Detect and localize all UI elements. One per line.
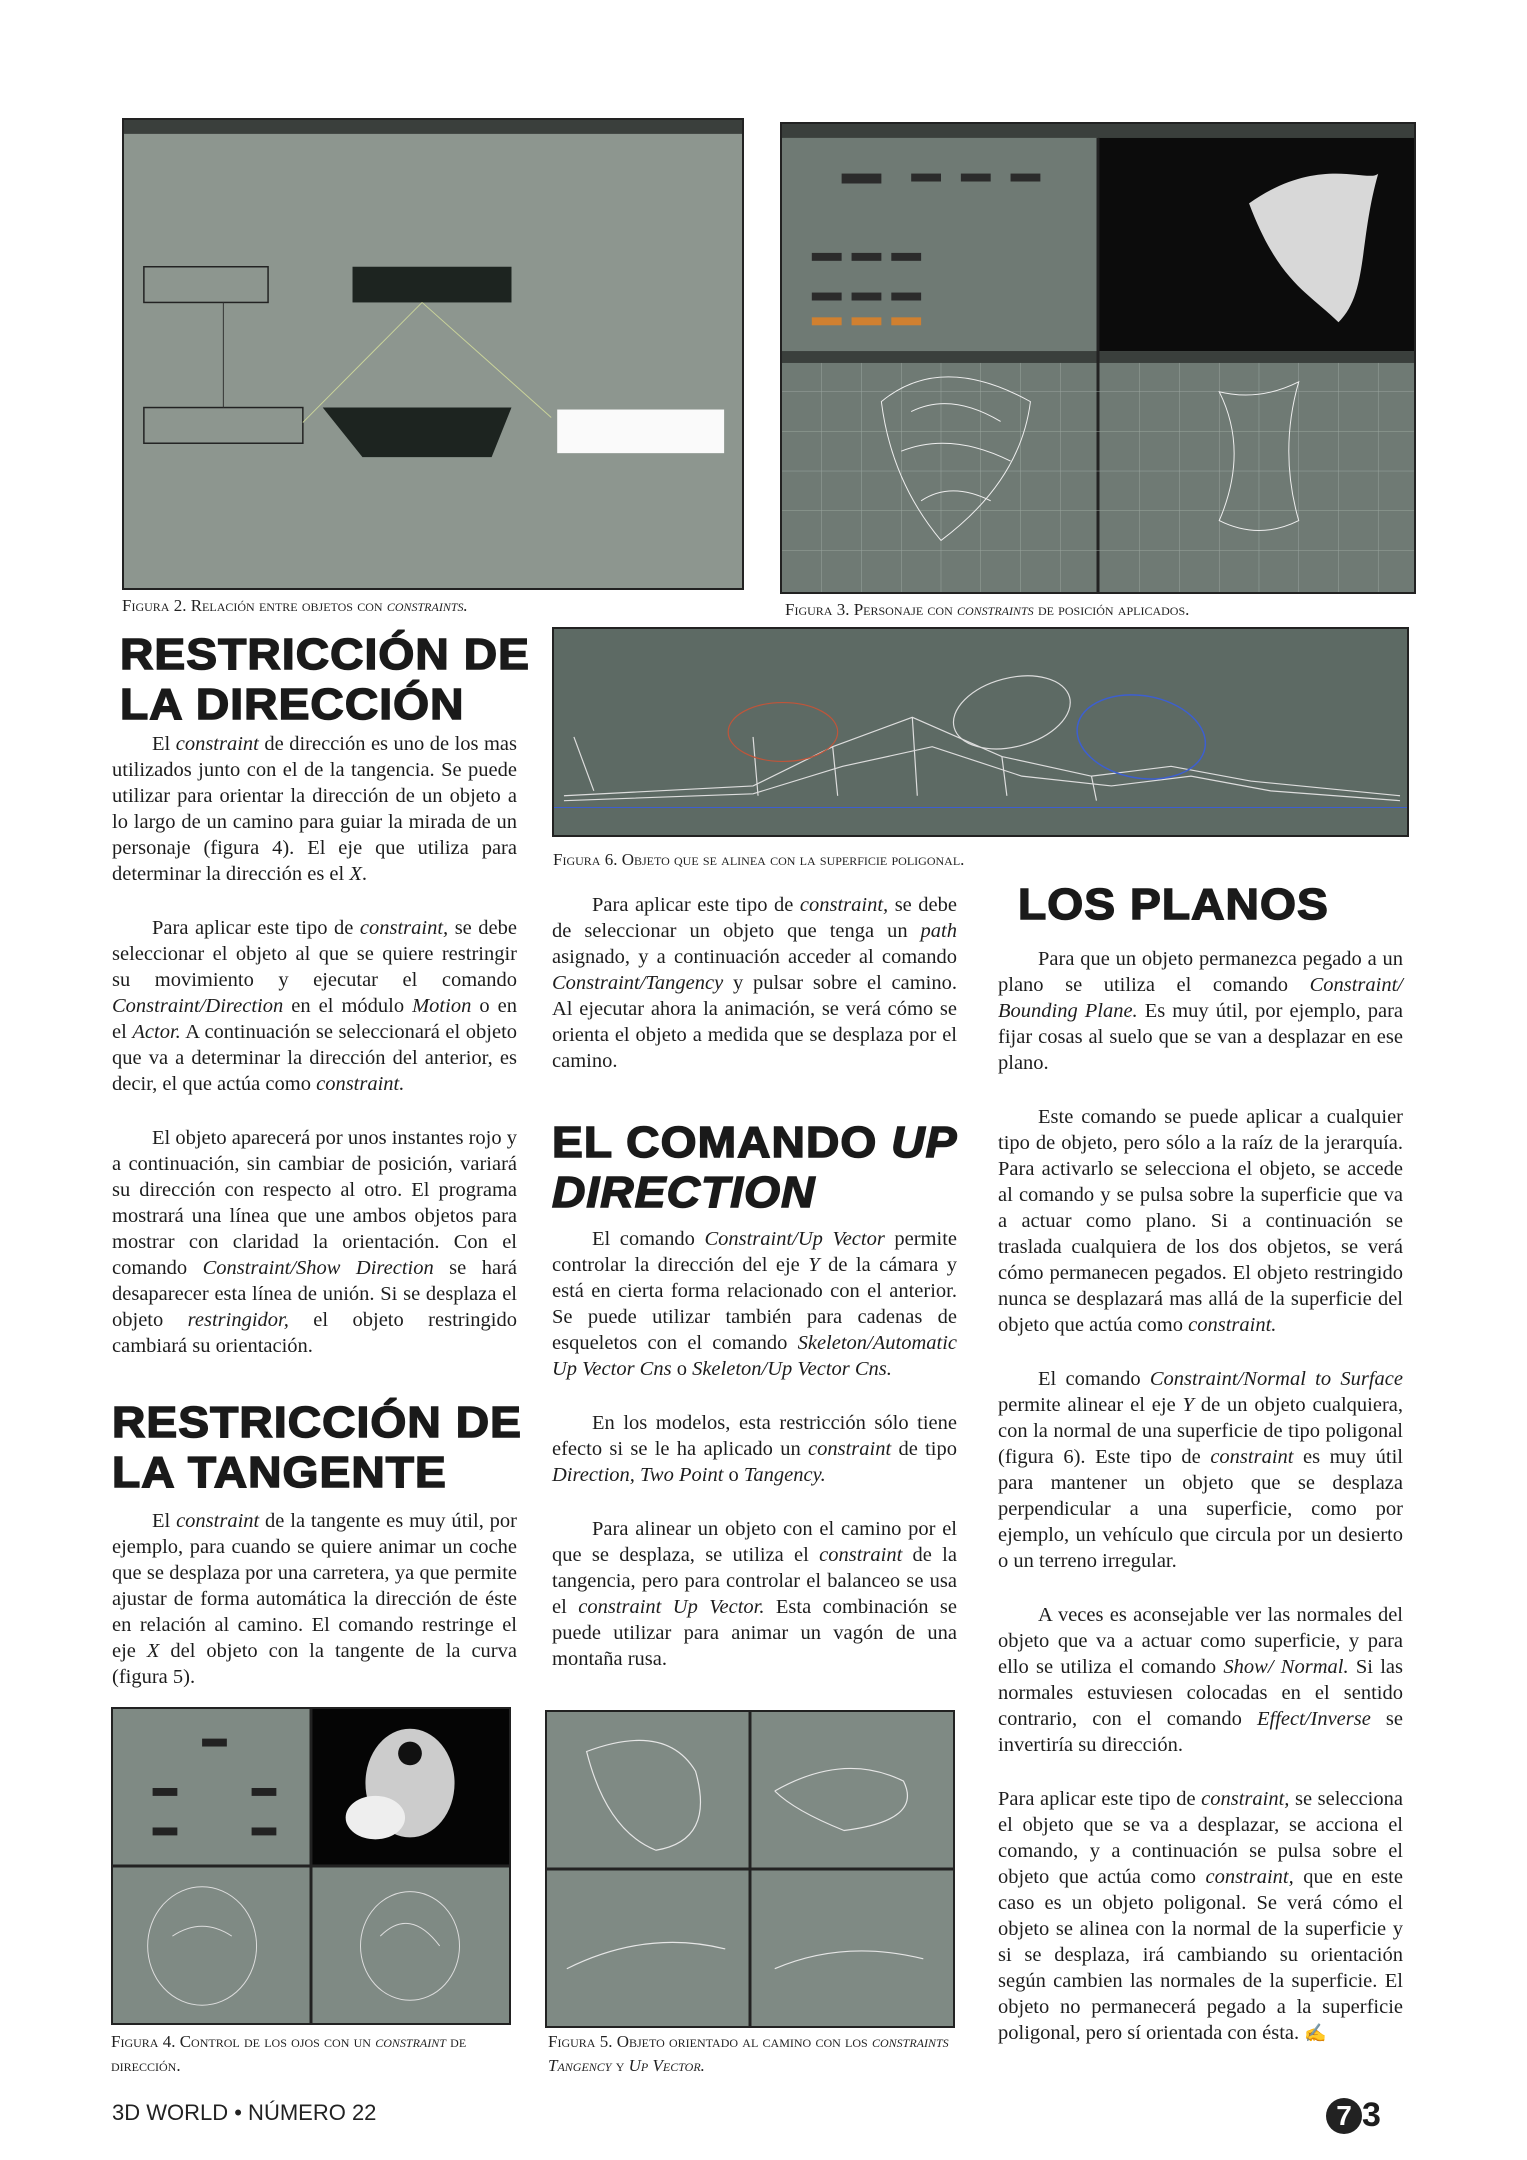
heading-restriccion-direccion: RESTRICCIÓN DE LA DIRECCIÓN (120, 630, 531, 729)
figure-6-image (552, 627, 1409, 837)
pencil-hand-icon: ✍ (1304, 2023, 1327, 2043)
figure-4-caption (111, 2030, 521, 2078)
italic-text: Constraint/Up Vector (704, 1228, 885, 1250)
figure-5-caption (548, 2030, 958, 2078)
figure-5-image (545, 1710, 955, 2028)
figure-4-image (111, 1707, 511, 2025)
italic-text: Skeleton/Automatic Up Vector Cns (552, 1332, 957, 1380)
text: en el módulo (283, 995, 413, 1017)
text: del objeto con la tangente de la curva (figura 5). (112, 1640, 517, 1688)
italic-text: constraint (819, 1544, 903, 1566)
text: de dirección es uno de los mas utilizados junto con el de la tangencia. Se puede utilizar para orientar la dirección de un objeto a lo largo de un camino para guiar la mirada de un personaje (figura 4). El eje que utiliza para determinar la dirección es el (112, 733, 518, 885)
italic-text: constraint. (1188, 1314, 1277, 1336)
text: permite alinear el eje (998, 1394, 1183, 1416)
text: de dirección. (111, 2032, 467, 2075)
text: En los modelos, esta restricción sólo tiene efecto si se le ha aplicado un (552, 1412, 957, 1460)
italic-text: Y (1182, 1394, 1194, 1416)
italic-text: constraints Tangency (548, 2032, 949, 2075)
italic-text: X (349, 863, 362, 885)
footer-magazine: 3D WORLD • NÚMERO 22 (112, 2100, 377, 2125)
text: A veces es aconsejable ver las normales del objeto que va a actuar como superficie, y para ello se utiliza el comando (998, 1604, 1403, 1678)
text: es muy útil para mantener un objeto que se desplaza perpendicular a una superficie, como por ejemplo, un vehículo que circula por un desierto o un terreno irregular. (998, 1446, 1404, 1572)
heading-up-direction (552, 1118, 972, 1218)
text: Figura 6. Objeto que se alinea con la superficie poligonal. (553, 850, 965, 869)
text: o en el (112, 995, 517, 1043)
italic-text: Constraint/Tangency (552, 972, 724, 994)
italic-text: constraints. (386, 596, 468, 615)
paragraph (552, 1226, 957, 1382)
column-right (998, 946, 1403, 2046)
text: Figura 3. Personaje con (785, 600, 957, 619)
italic-text: constraint (1210, 1446, 1294, 1468)
text: El objeto aparecerá por unos instantes rojo y a continuación, sin cambiar de posición, variará su dirección con respecto al otro. El programa mostrará una línea que une ambos objetos para mostrar con claridad la orientación. Con el comando (112, 1127, 517, 1279)
column-middle-bottom (552, 1226, 957, 1672)
text: A continuación se seleccionará el objeto que va a determinar la dirección del anterior, es decir, el que actúa como (112, 1021, 518, 1095)
column-middle-top (552, 892, 957, 1074)
italic-text: constraint, (1201, 1788, 1290, 1810)
text: se debe de seleccionar un objeto que tenga un (552, 894, 957, 942)
figure-3-image (780, 122, 1416, 594)
figure-6-caption (553, 848, 1403, 872)
text: de la tangencia, pero para controlar el balanceo se usa el (552, 1544, 957, 1618)
italic-text: Show/ Normal. (1223, 1656, 1349, 1678)
column-left-bottom (112, 1508, 517, 1690)
text: se hará desaparecer esta línea de unión. Si se desplaza el objeto (112, 1257, 517, 1331)
italic-text: Constraint/Normal to Surface (1149, 1368, 1403, 1390)
italic-text: Skeleton/Up Vector Cns. (692, 1358, 892, 1380)
italic-text: Motion (412, 995, 472, 1017)
text: El (152, 733, 176, 755)
italic-text: constraint (808, 1438, 892, 1460)
text: El (152, 1510, 177, 1532)
italic-text: Constraint/ Bounding Plane. (998, 974, 1403, 1022)
paragraph (112, 915, 517, 1097)
italic-text: constraint, (799, 894, 889, 916)
page-number-units: 3 (1362, 2096, 1381, 2134)
text: El comando (1038, 1368, 1150, 1390)
italic-text: X (146, 1640, 160, 1662)
italic-text: constraint Up Vector. (578, 1596, 765, 1618)
text: de un objeto cualquiera, con la normal de una superficie de tipo poligonal (figura 6). Este tipo de (998, 1394, 1403, 1468)
figure-2-image (122, 118, 744, 590)
italic-text: constraint (175, 733, 259, 755)
text: El comando (592, 1228, 705, 1250)
italic-text: restringidor, (187, 1309, 289, 1331)
text: Para aplicar este tipo de (592, 894, 800, 916)
text: de la tangente es muy útil, por ejemplo, para cuando se quiere animar un coche que se desplaza por una carretera, ya que permite ajustar de forma automática la dirección de éste en relación al camino. El comando restringe el eje (112, 1510, 517, 1662)
text: y (611, 2056, 629, 2075)
text: se invertiría su dirección. (998, 1708, 1404, 1756)
italic-text: constraint. (316, 1073, 405, 1095)
italic-text: constraint (176, 1510, 260, 1532)
text: Para que un objeto permanezca pegado a un plano se utiliza el comando (998, 948, 1403, 996)
text: de la cámara y está en cierta forma relacionado con el anterior. Se puede utilizar también para cadenas de esqueletos con el comando (552, 1254, 957, 1354)
text: Figura 5. Objeto orientado al camino con los (548, 2032, 872, 2051)
paragraph (552, 1516, 957, 1672)
text: que en este caso es un objeto poligonal. Se verá cómo el objeto se alinea con la normal de la superficie y si se desplaza, irá cambiando su orientación según cambien las normales de la superficie. El objeto no permanecerá pegado a la superficie poligonal, pero sí orientada con ésta. (998, 1866, 1403, 2044)
text: y pulsar sobre el camino. Al ejecutar ahora la animación, se verá cómo se orienta el objeto a medida que se desplaza por el camino. (552, 972, 957, 1072)
heading-up-prefix: EL COMANDO (552, 1118, 892, 1167)
text: Para aplicar este tipo de (152, 917, 360, 939)
paragraph (998, 946, 1403, 1076)
italic-text: constraint, (1205, 1866, 1294, 1888)
paragraph (998, 1602, 1403, 1758)
text: se selecciona el objeto que se va a desplazar, se acciona el comando, y a continuación se pulsa sobre el objeto que actúa como (998, 1788, 1403, 1888)
page-number (1326, 2096, 1381, 2135)
italic-text: Effect/Inverse (1257, 1708, 1371, 1730)
paragraph (112, 731, 517, 887)
italic-text: Direction, Two Point (552, 1464, 724, 1486)
paragraph (112, 1125, 517, 1359)
text: asignado, y a continuación acceder al comando (552, 946, 957, 968)
text: Para aplicar este tipo de (998, 1788, 1202, 1810)
text: Este comando se puede aplicar a cualquier tipo de objeto, pero sólo a la raíz de la jerarquía. Para activarlo se selecciona el objeto, se accede al comando y se pulsa sobre la superficie que va a actuar como plano. Si a continuación se traslada cualquiera de los dos objetos, se verá cómo permanecen pegados. El objeto restringido nunca se desplazará mas allá de la superficie del objeto que actúa como (998, 1106, 1403, 1336)
paragraph (998, 1366, 1403, 1574)
text: el objeto restringido cambiará su orientación. (112, 1309, 517, 1357)
paragraph (552, 892, 957, 1074)
text: Figura 4. Control de los ojos con un (111, 2032, 376, 2051)
paragraph (998, 1788, 1403, 2044)
text: Si las normales estuviesen colocadas en el sentido contrario, con el comando (998, 1656, 1404, 1730)
italic-text: Actor. (132, 1021, 181, 1043)
text: . (361, 863, 367, 885)
text: de tipo (891, 1438, 957, 1460)
italic-text: path (920, 920, 957, 942)
text: o (723, 1464, 744, 1486)
paragraph (112, 1508, 517, 1690)
italic-text: Y (808, 1254, 820, 1276)
italic-text: Tangency. (743, 1464, 826, 1486)
italic-text: constraint (375, 2032, 446, 2051)
italic-text: constraints (957, 600, 1034, 619)
italic-text: Constraint/Show Direction (202, 1257, 434, 1279)
italic-text: constraint, (359, 917, 449, 939)
text: permite controlar la dirección del eje (552, 1228, 957, 1276)
text: Figura 2. Relación entre objetos con (122, 596, 387, 615)
text: Esta combinación se puede utilizar para animar un vagón de una montaña rusa. (552, 1596, 957, 1670)
paragraph (998, 1104, 1403, 1338)
heading-up-italic: UP DIRECTION (552, 1118, 956, 1217)
heading-los-planos: LOS PLANOS (1018, 880, 1329, 929)
text: Para alinear un objeto con el camino por el que se desplaza, se utiliza el (552, 1518, 957, 1566)
figure-2-caption (122, 594, 722, 618)
paragraph (552, 1410, 957, 1488)
italic-text: Up Vector. (628, 2056, 705, 2075)
text: de posición aplicados. (1033, 600, 1190, 619)
text: se debe seleccionar el objeto al que se quiere restringir su movimiento y ejecutar el comando (112, 917, 517, 991)
text: o (671, 1358, 693, 1380)
column-left-top (112, 731, 517, 1359)
page-number-tens: 7 (1326, 2098, 1362, 2134)
figure-3-caption (785, 598, 1425, 622)
text: Es muy útil, por ejemplo, para fijar cosas al suelo que se van a desplazar en ese plano. (998, 1000, 1403, 1074)
italic-text: Constraint/Direction (112, 995, 284, 1017)
heading-restriccion-tangente: RESTRICCIÓN DE LA TANGENTE (112, 1398, 523, 1497)
